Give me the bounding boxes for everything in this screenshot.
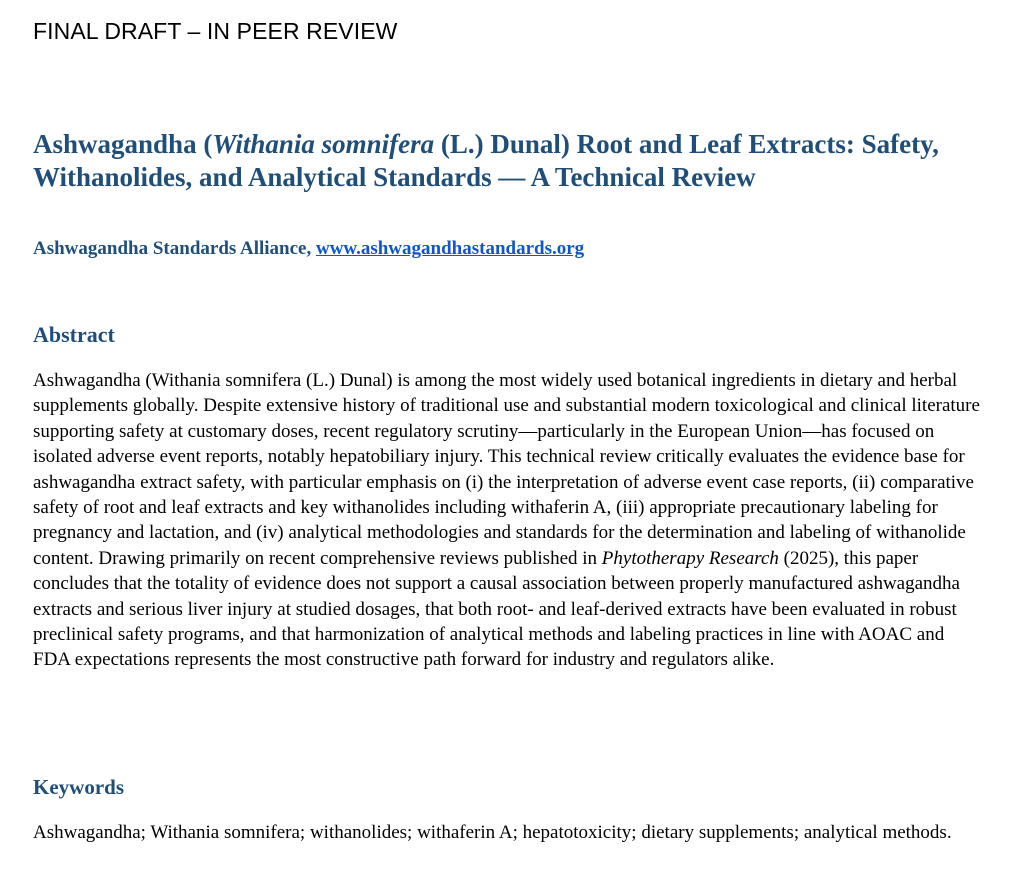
abstract-text-part-2: (2025), this paper concludes that the totality of evidence does not support a causal association between properly manufactured ashwagandha extracts and serious liver injury at studied dosages, that both root- and leaf-derived extracts have been evaluated in robust preclinical safety programs, and that harmonization of analytical methods and labeling practices in line with AOAC and FDA expectations represents the most constructive path forward for industry and regulators alike. — [33, 547, 960, 671]
abstract-journal-name: Phytotherapy Research — [601, 547, 779, 569]
abstract-text-part-1: Ashwagandha (Withania somnifera (L.) Dunal) is among the most widely used botanical ingredients in dietary and herbal supplements globally. Despite extensive history of traditional use and substantial modern toxicological and clinical literature supporting safety at customary doses, recent regulatory scrutiny—particularly in the European Union—has focused on isolated adverse event reports, notably hepatobiliary injury. This technical review critically evaluates the evidence base for ashwagandha extract safety, with particular emphasis on (i) the interpretation of adverse event case reports, (ii) comparative safety of root and leaf extracts and key withanolides including withaferin A, (iii) appropriate precautionary labeling for pregnancy and lactation, and (iv) analytical methodologies and standards for the determination and labeling of withanolide content. Drawing primarily on recent comprehensive reviews published in — [33, 370, 980, 569]
title-species-italic: Withania somnifera — [212, 129, 435, 159]
draft-status-label: FINAL DRAFT – IN PEER REVIEW — [33, 18, 398, 44]
keywords-text: Ashwagandha; Withania somnifera; withanolides; withaferin A; hepatotoxicity; dietary supplements; analytical methods. — [33, 822, 952, 843]
author-website-link[interactable]: www.ashwagandhastandards.org — [315, 238, 585, 259]
author-name: Ashwagandha Standards Alliance, — [33, 238, 316, 259]
title-part-1: Ashwagandha ( — [33, 129, 213, 159]
title-part-2: (L.) Dunal) Root and Leaf Extracts: Safety, Withanolides, and Analytical Standards — A Technical Review — [33, 129, 939, 192]
abstract-heading: Abstract — [33, 322, 115, 347]
paper-title — [33, 128, 993, 194]
author-line — [33, 237, 584, 261]
abstract-text — [33, 368, 983, 673]
keywords-heading: Keywords — [33, 775, 124, 799]
